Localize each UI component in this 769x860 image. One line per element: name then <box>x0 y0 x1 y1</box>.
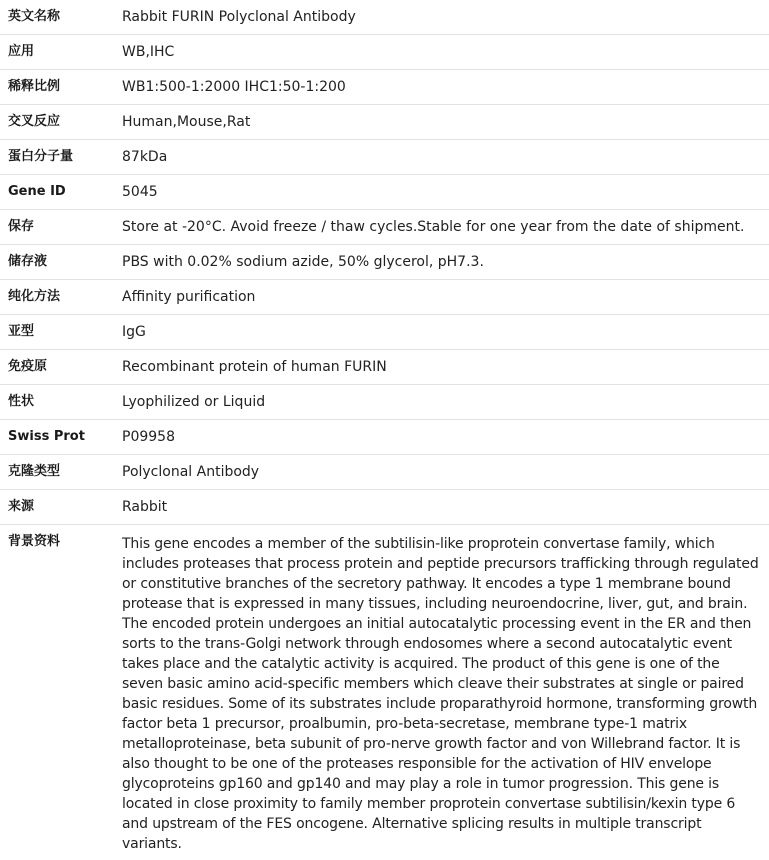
spec-row-english-name <box>0 0 769 35</box>
spec-label: Gene ID <box>0 175 114 210</box>
spec-row-dilution <box>0 70 769 105</box>
spec-row-molecular-weight <box>0 140 769 175</box>
spec-label: Swiss Prot <box>0 420 114 455</box>
spec-row-host <box>0 490 769 525</box>
spec-value: Lyophilized or Liquid <box>114 385 769 420</box>
spec-row-swiss-prot <box>0 420 769 455</box>
spec-row-gene-id <box>0 175 769 210</box>
spec-value: 5045 <box>114 175 769 210</box>
spec-row-application <box>0 35 769 70</box>
spec-label: 交叉反应 <box>0 105 114 140</box>
spec-value: Rabbit FURIN Polyclonal Antibody <box>114 0 769 35</box>
spec-row-storage <box>0 210 769 245</box>
spec-label: 纯化方法 <box>0 280 114 315</box>
spec-label: 免疫原 <box>0 350 114 385</box>
spec-label: 亚型 <box>0 315 114 350</box>
spec-value: Affinity purification <box>114 280 769 315</box>
spec-value: Polyclonal Antibody <box>114 455 769 490</box>
spec-label: 稀释比例 <box>0 70 114 105</box>
spec-value: Store at -20°C. Avoid freeze / thaw cycles.Stable for one year from the date of shipment. <box>114 210 769 245</box>
spec-value: P09958 <box>114 420 769 455</box>
spec-value: PBS with 0.02% sodium azide, 50% glycerol, pH7.3. <box>114 245 769 280</box>
spec-value: WB,IHC <box>114 35 769 70</box>
spec-row-reactivity <box>0 105 769 140</box>
spec-value: Human,Mouse,Rat <box>114 105 769 140</box>
spec-label: 来源 <box>0 490 114 525</box>
spec-label: 英文名称 <box>0 0 114 35</box>
spec-row-buffer <box>0 245 769 280</box>
spec-label: 克隆类型 <box>0 455 114 490</box>
spec-label: 储存液 <box>0 245 114 280</box>
spec-label: 应用 <box>0 35 114 70</box>
spec-label: 背景资料 <box>0 525 114 860</box>
spec-row-purification <box>0 280 769 315</box>
spec-row-form <box>0 385 769 420</box>
spec-row-background <box>0 525 769 860</box>
spec-value: 87kDa <box>114 140 769 175</box>
spec-value: IgG <box>114 315 769 350</box>
spec-row-immunogen <box>0 350 769 385</box>
spec-label: 保存 <box>0 210 114 245</box>
spec-value: Recombinant protein of human FURIN <box>114 350 769 385</box>
spec-row-isotype <box>0 315 769 350</box>
spec-row-clonality <box>0 455 769 490</box>
spec-label: 性状 <box>0 385 114 420</box>
background-paragraph: This gene encodes a member of the subtilisin-like proprotein convertase family, which includes proteases that process protein and peptide precursors trafficking through regulated or constitutive branches of the secretory pathway. It encodes a type 1 membrane bound protease that is expressed in many tissues, including neuroendocrine, liver, gut, and brain. The encoded protein undergoes an initial autocatalytic processing event in the ER and then sorts to the trans-Golgi network through endosomes where a second autocatalytic event takes place and the catalytic activity is acquired. The product of this gene is one of the seven basic amino acid-specific members which cleave their substrates at single or paired basic residues. Some of its substrates include proparathyroid hormone, transforming growth factor beta 1 precursor, proalbumin, pro-beta-secretase, membrane type-1 matrix metalloproteinase, beta subunit of pro-nerve growth factor and von Willebrand factor. It is also thought to be one of the proteases responsible for the activation of HIV envelope glycoproteins gp160 and gp140 and may play a role in tumor progression. This gene is located in close proximity to family member proprotein convertase subtilisin/kexin type 6 and upstream of the FES oncogene. Alternative splicing results in multiple transcript variants. <box>114 525 769 860</box>
spec-value: WB1:500-1:2000 IHC1:50-1:200 <box>114 70 769 105</box>
spec-label: 蛋白分子量 <box>0 140 114 175</box>
spec-value: Rabbit <box>114 490 769 525</box>
